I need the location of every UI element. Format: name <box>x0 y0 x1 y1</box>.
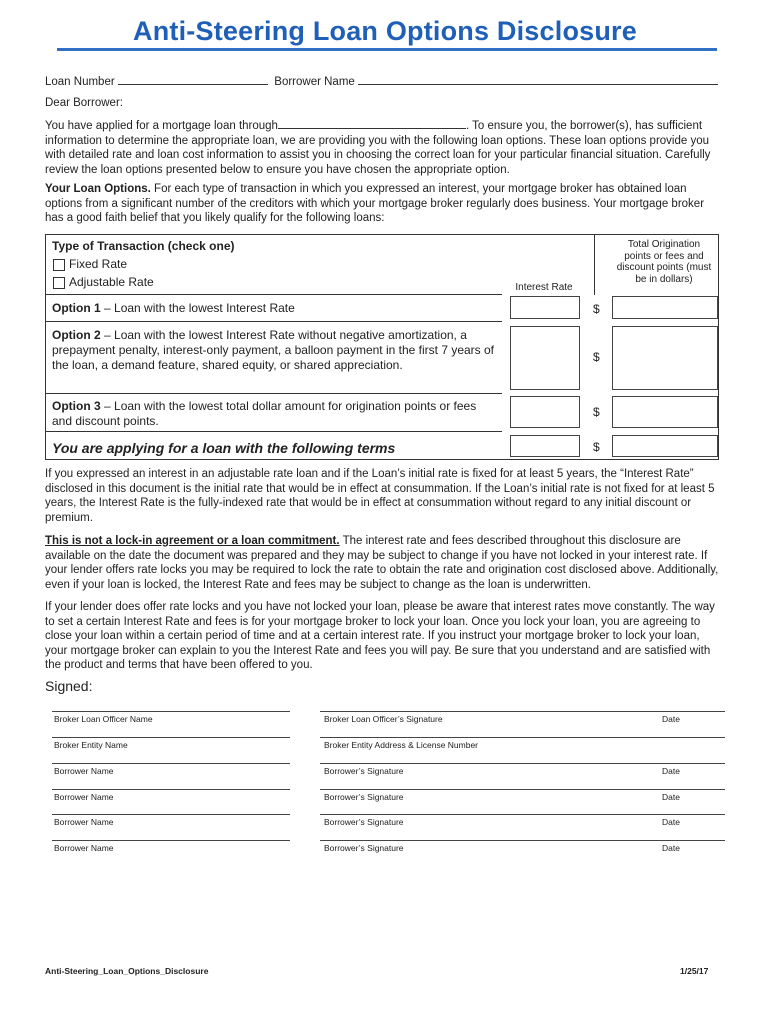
borrower-name-line[interactable] <box>52 840 290 841</box>
option-1-row <box>52 301 295 316</box>
sig-label: Broker Entity Name <box>54 740 128 750</box>
sig-label: Borrower’s Signature <box>324 817 404 827</box>
intro-paragraph <box>45 117 725 177</box>
sig-label: Borrower’s Signature <box>324 843 404 853</box>
option-2-text: – Loan with the lowest Interest Rate without negative amortization, a prepayment penalty, interest-only payment, a balloon payment in the first 7 years of the loan, a demand feature, shared equity, or shared appreciation. <box>52 328 495 372</box>
loan-header-line <box>45 73 718 90</box>
origination-header: Total Origination points or fees and discount points (must be in dollars) <box>616 239 712 285</box>
borrower-signature-line[interactable] <box>320 789 725 790</box>
document-title: Anti-Steering Loan Options Disclosure <box>133 16 637 46</box>
footer-document-name: Anti-Steering_Loan_Options_Disclosure <box>45 966 209 976</box>
date-label: Date <box>662 792 680 802</box>
applying-terms-label: You are applying for a loan with the following terms <box>52 440 396 456</box>
fixed-rate-label: Fixed Rate <box>69 257 128 271</box>
borrower-signature-line[interactable] <box>320 840 725 841</box>
adjustable-rate-note: If you expressed an interest in an adjustable rate loan and if the Loan’s initial rate is fixed for at least 5 years, the “Interest Rate” disclosed in this document is the initial rate that would be in effect at consummation. If the Loan’s initial rate is not fixed for at least 5 years, the Interest Rate is the fully-indexed rate that would be in effect at consummation without regard to any initial discount or premium. <box>45 468 715 524</box>
lockin-text: The interest rate and fees described throughout this disclosure are available on the date the document was prepared and they may be subject to change if you have not locked in your interest rate. If your lender offers rate locks you may be required to lock the rate to obtain the rate and origination cost disclosed above. Additionally, even if your loan is locked, the Interest Rate and fees may be subject to change as the loan is underwritten. <box>45 535 719 591</box>
adjustable-rate-checkbox[interactable] <box>53 277 65 289</box>
loan-number-field[interactable] <box>118 73 268 85</box>
borrower-name-line[interactable] <box>52 814 290 815</box>
option-1-fees-field[interactable] <box>612 296 718 319</box>
row-divider <box>46 393 502 394</box>
date-label: Date <box>662 766 680 776</box>
broker-officer-signature-line[interactable] <box>320 711 725 712</box>
sig-label: Broker Loan Officer Name <box>54 714 153 724</box>
lockin-paragraph <box>45 534 725 592</box>
intro-part2: . To ensure you, the borrower(s), has sufficient <box>465 120 703 132</box>
broker-entity-address-line[interactable] <box>320 737 725 738</box>
option-3-label: Option 3 <box>52 399 101 413</box>
lender-name-field[interactable] <box>278 117 466 129</box>
intro-part1: You have applied for a mortgage loan through <box>45 120 278 132</box>
option-2-row <box>52 328 498 373</box>
option-3-interest-rate-field[interactable] <box>510 396 580 428</box>
loan-options-text: For each type of transaction in which you expressed an interest, your mortgage broker has obtained loan options from a significant number of the creditors with which your mortgage broker regularly does business. Your mortgage broker has a good faith belief that you likely qualify for the following loans: <box>45 183 705 225</box>
signed-label: Signed: <box>45 678 93 694</box>
option-3-text: – Loan with the lowest total dollar amount for origination points or fees and discount points. <box>52 399 477 428</box>
adjustable-rate-label: Adjustable Rate <box>69 275 154 289</box>
option-1-text: – Loan with the lowest Interest Rate <box>104 301 295 315</box>
sig-label: Borrower’s Signature <box>324 792 404 802</box>
borrower-name-line[interactable] <box>52 763 290 764</box>
sig-label: Broker Entity Address & License Number <box>324 740 479 750</box>
applying-dollar-sign: $ <box>593 440 600 454</box>
loan-options-heading: Your Loan Options. <box>45 183 151 195</box>
option-1-dollar-sign: $ <box>593 302 600 316</box>
sig-label: Broker Loan Officer’s Signature <box>324 714 443 724</box>
option-3-dollar-sign: $ <box>593 405 600 419</box>
option-3-fees-field[interactable] <box>612 396 718 428</box>
footer-date: 1/25/17 <box>680 966 709 976</box>
interest-rate-header: Interest Rate <box>515 282 573 293</box>
borrower-signature-line[interactable] <box>320 763 725 764</box>
loan-number-label: Loan Number <box>45 76 115 88</box>
option-2-label: Option 2 <box>52 328 101 342</box>
applying-interest-rate-field[interactable] <box>510 435 580 457</box>
broker-entity-name-line[interactable] <box>52 737 290 738</box>
date-label: Date <box>662 714 680 724</box>
sig-label: Borrower’s Signature <box>324 766 404 776</box>
borrower-name-line[interactable] <box>52 789 290 790</box>
option-2-fees-field[interactable] <box>612 326 718 390</box>
option-2-interest-rate-field[interactable] <box>510 326 580 390</box>
borrower-name-field[interactable] <box>358 73 718 85</box>
option-2-dollar-sign: $ <box>593 350 600 364</box>
row-divider <box>46 294 502 295</box>
option-3-row <box>52 399 498 429</box>
option-1-label: Option 1 <box>52 301 101 315</box>
sig-label: Borrower Name <box>54 792 114 802</box>
borrower-name-label: Borrower Name <box>274 76 355 88</box>
row-divider <box>46 321 502 322</box>
option-1-interest-rate-field[interactable] <box>510 296 580 319</box>
lockin-heading: This is not a lock-in agreement or a loan commitment. <box>45 535 340 547</box>
transaction-type-heading: Type of Transaction (check one) <box>52 239 235 253</box>
borrower-signature-line[interactable] <box>320 814 725 815</box>
greeting: Dear Borrower: <box>45 97 123 109</box>
fixed-rate-checkbox[interactable] <box>53 259 65 271</box>
rate-locks-paragraph: If your lender does offer rate locks and you have not locked your loan, please be aware that interest rates move constantly. The way to set a certain Interest Rate and fees is for your mortgage broker to lock your loan. Once you lock your loan, you are agreeing to close your loan within a certain period of time and at a certain interest rate. If you instruct your mortgage broker to lock your loan, your mortgage broker can explain to you the Interest Rate and fees you will pay. Be sure that you understand and are satisfied with the product and terms that have been offered to you. <box>45 601 715 672</box>
date-label: Date <box>662 817 680 827</box>
applying-fees-field[interactable] <box>612 435 718 457</box>
title-underline <box>57 48 717 51</box>
intro-rest: information to determine the appropriate loan, we are providing you with the following loan options. These loan options provide you with detailed rate and loan cost information to assist you in choosing the correct loan for your particular financial situation. Carefully review the loan options presented below to ensure you have chosen the appropriate option. <box>45 134 711 176</box>
loan-options-paragraph <box>45 182 725 226</box>
sig-label: Borrower Name <box>54 766 114 776</box>
date-label: Date <box>662 843 680 853</box>
sig-label: Borrower Name <box>54 843 114 853</box>
row-divider <box>46 431 502 432</box>
loan-options-table <box>45 234 719 460</box>
column-divider <box>594 235 595 295</box>
sig-label: Borrower Name <box>54 817 114 827</box>
broker-officer-name-line[interactable] <box>52 711 290 712</box>
